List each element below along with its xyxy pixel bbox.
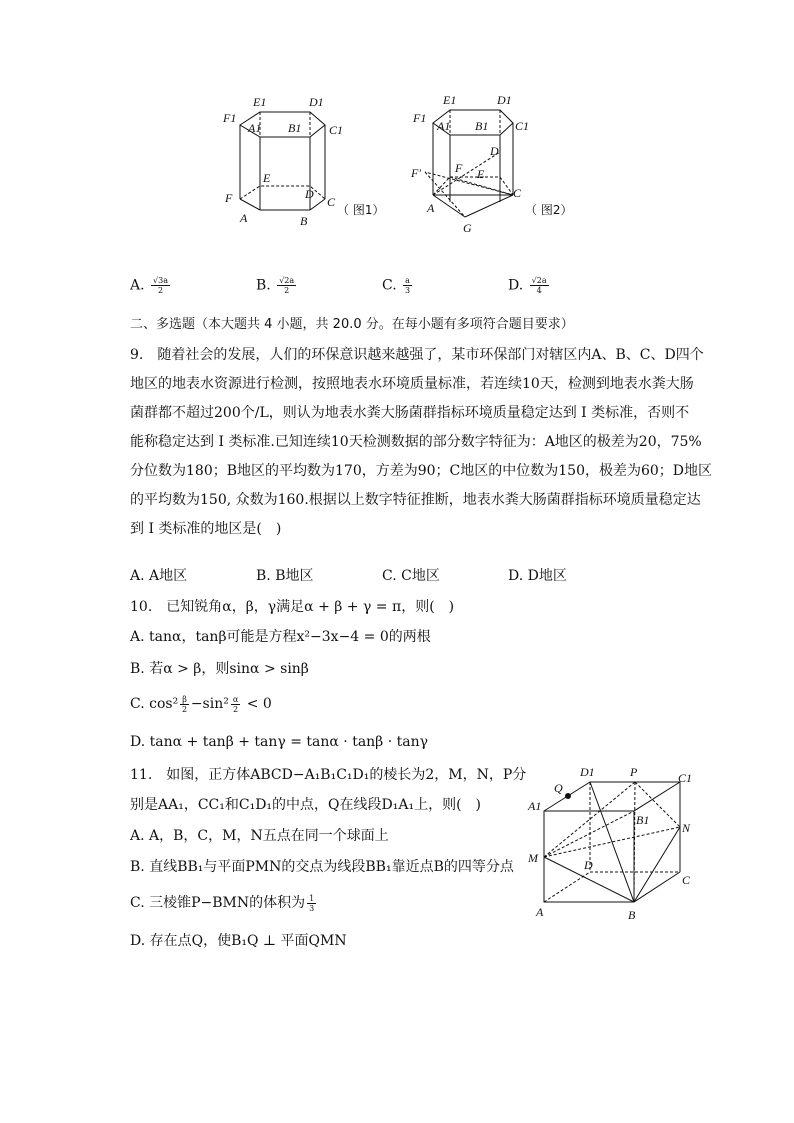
numerator: α bbox=[232, 694, 239, 704]
denominator: 2 bbox=[157, 286, 164, 295]
q9-option-a[interactable]: A. A地区 bbox=[130, 568, 188, 584]
label: G bbox=[463, 221, 472, 235]
label: F1 bbox=[223, 111, 237, 125]
denominator: 4 bbox=[536, 286, 542, 295]
q9-text-line: 菌群都不超过200个/L，则认为地表水粪大肠菌群指标环境质量稳定达到 I 类标准，否则不 bbox=[130, 405, 690, 421]
option-letter: D. bbox=[508, 277, 524, 294]
q8-option-b[interactable] bbox=[256, 276, 298, 295]
fraction-one-third bbox=[307, 894, 316, 913]
label: B1 bbox=[636, 813, 650, 827]
q11-option-a[interactable]: A. A，B，C，M，N五点在同一个球面上 bbox=[130, 828, 389, 844]
q9-option-b[interactable]: B. B地区 bbox=[256, 568, 314, 584]
prism-figures bbox=[215, 92, 585, 242]
numerator: a bbox=[405, 276, 410, 285]
label: D1 bbox=[497, 93, 512, 107]
figure-1-caption: （ 图1） bbox=[337, 203, 385, 217]
q9-text-line: 9. 随着社会的发展，人们的环保意识越来越强了，某市环保部门对辖区内A、B、C、D四个 bbox=[130, 347, 704, 363]
denominator: 3 bbox=[404, 286, 411, 295]
label: C1 bbox=[515, 119, 530, 133]
q10-option-c[interactable] bbox=[130, 694, 272, 714]
label: F bbox=[225, 191, 233, 205]
cube-figure bbox=[522, 762, 702, 927]
section-heading: 二、多选题（本大题共 4 小题，共 20.0 分。在每小题有多项符合题目要求） bbox=[130, 317, 574, 332]
numerator: β bbox=[182, 694, 187, 704]
label: F' bbox=[411, 166, 421, 180]
label: C bbox=[513, 186, 522, 200]
q8-option-c[interactable] bbox=[382, 276, 414, 295]
q10-option-a[interactable]: A. tanα，tanβ可能是方程x²−3x−4 = 0的两根 bbox=[130, 629, 431, 645]
label: C1 bbox=[678, 771, 693, 785]
label: E1 bbox=[443, 93, 457, 107]
label: A1 bbox=[528, 799, 542, 813]
option-c-prefix: C. cos² bbox=[130, 696, 179, 712]
q11-option-b[interactable]: B. 直线BB₁与平面PMN的交点为线段BB₁靠近点B的四等分点 bbox=[130, 859, 514, 875]
figure-2-caption: （ 图2） bbox=[525, 203, 573, 217]
label: C bbox=[682, 873, 691, 887]
label: E bbox=[263, 171, 271, 185]
label: A bbox=[536, 905, 544, 919]
option-letter: A. bbox=[130, 277, 145, 294]
numerator: √2a bbox=[279, 276, 295, 285]
label: B bbox=[300, 214, 308, 228]
point-q bbox=[565, 793, 571, 799]
q9-text-line: 的平均数为150, 众数为160.根据以上数字特征推断，地表水粪大肠菌群指标环境质量稳定达 bbox=[130, 492, 701, 508]
label: D bbox=[584, 858, 593, 872]
label: A1 bbox=[437, 119, 451, 133]
q9-text-line: 分位数为180；B地区的平均数为170，方差为90；C地区的中位数为150，极差为60；D地区 bbox=[130, 463, 713, 479]
label: A1 bbox=[248, 121, 262, 135]
option-fraction bbox=[277, 276, 296, 295]
option-c-suffix: < 0 bbox=[242, 696, 272, 712]
numerator: 1 bbox=[309, 893, 315, 903]
option-fraction bbox=[403, 276, 412, 295]
q11-stem-line1: 11. 如图，正方体ABCD−A₁B₁C₁D₁的棱长为2，M，N，P分 bbox=[130, 767, 527, 783]
label: A bbox=[427, 201, 435, 215]
figure-1 bbox=[222, 95, 384, 228]
numerator: √2a bbox=[531, 276, 547, 285]
label: C bbox=[327, 195, 336, 209]
q9-text-line: 到 I 类标准的地区是( ) bbox=[130, 521, 282, 537]
q10-option-b[interactable]: B. 若α > β，则sinα > sinβ bbox=[130, 661, 309, 677]
q9-option-d[interactable]: D. D地区 bbox=[508, 568, 567, 584]
option-c-prefix: C. 三棱锥P−BMN的体积为 bbox=[130, 895, 306, 911]
figure-2 bbox=[410, 93, 572, 235]
label: B1 bbox=[475, 119, 489, 133]
label: D1 bbox=[580, 765, 595, 779]
label: D bbox=[490, 144, 499, 158]
q11-stem-line2: 别是AA₁，CC₁和C₁D₁的中点，Q在线段D₁A₁上，则( ) bbox=[130, 797, 481, 813]
q9-text-line: 地区的地表水资源进行检测，按照地表水环境质量标准，若连续10天，检测到地表水粪大肠 bbox=[130, 376, 694, 392]
label: E1 bbox=[253, 95, 267, 109]
label: D bbox=[305, 187, 314, 201]
label: D1 bbox=[309, 95, 324, 109]
label: A bbox=[240, 211, 248, 225]
option-letter: B. bbox=[256, 277, 271, 294]
option-fraction bbox=[151, 276, 170, 295]
label: F bbox=[455, 161, 463, 175]
label: N bbox=[682, 821, 691, 835]
label: M bbox=[528, 851, 538, 865]
label: P bbox=[630, 765, 638, 779]
q9-text-line: 能称稳定达到 I 类标准.已知连续10天检测数据的部分数字特征为：A地区的极差为20，75% bbox=[130, 434, 702, 450]
numerator: √3a bbox=[153, 276, 168, 285]
q9-option-c[interactable]: C. C地区 bbox=[382, 568, 440, 584]
option-letter: C. bbox=[382, 277, 397, 294]
fraction-beta-half bbox=[180, 695, 189, 714]
denominator: 3 bbox=[309, 903, 315, 913]
q8-option-d[interactable] bbox=[508, 276, 551, 295]
label: F1 bbox=[413, 111, 427, 125]
q8-option-a[interactable] bbox=[130, 276, 172, 295]
label: Q bbox=[554, 781, 563, 795]
q11-option-c[interactable] bbox=[130, 893, 318, 913]
label: B1 bbox=[288, 121, 302, 135]
label: B bbox=[628, 908, 636, 922]
option-fraction bbox=[530, 276, 549, 295]
option-c-mid: −sin² bbox=[190, 696, 229, 712]
q10-option-d[interactable]: D. tanα + tanβ + tanγ = tanα · tanβ · tanγ bbox=[130, 734, 428, 750]
fraction-alpha-half bbox=[231, 695, 240, 714]
q10-stem: 10. 已知锐角α，β，γ满足α + β + γ = π，则( ) bbox=[130, 599, 455, 615]
q11-option-d[interactable]: D. 存在点Q，使B₁Q ⊥ 平面QMN bbox=[130, 933, 347, 949]
denominator: 2 bbox=[284, 286, 290, 295]
label: E bbox=[477, 167, 485, 181]
denominator: 2 bbox=[181, 704, 188, 714]
denominator: 2 bbox=[233, 704, 239, 714]
label: C1 bbox=[329, 123, 344, 137]
